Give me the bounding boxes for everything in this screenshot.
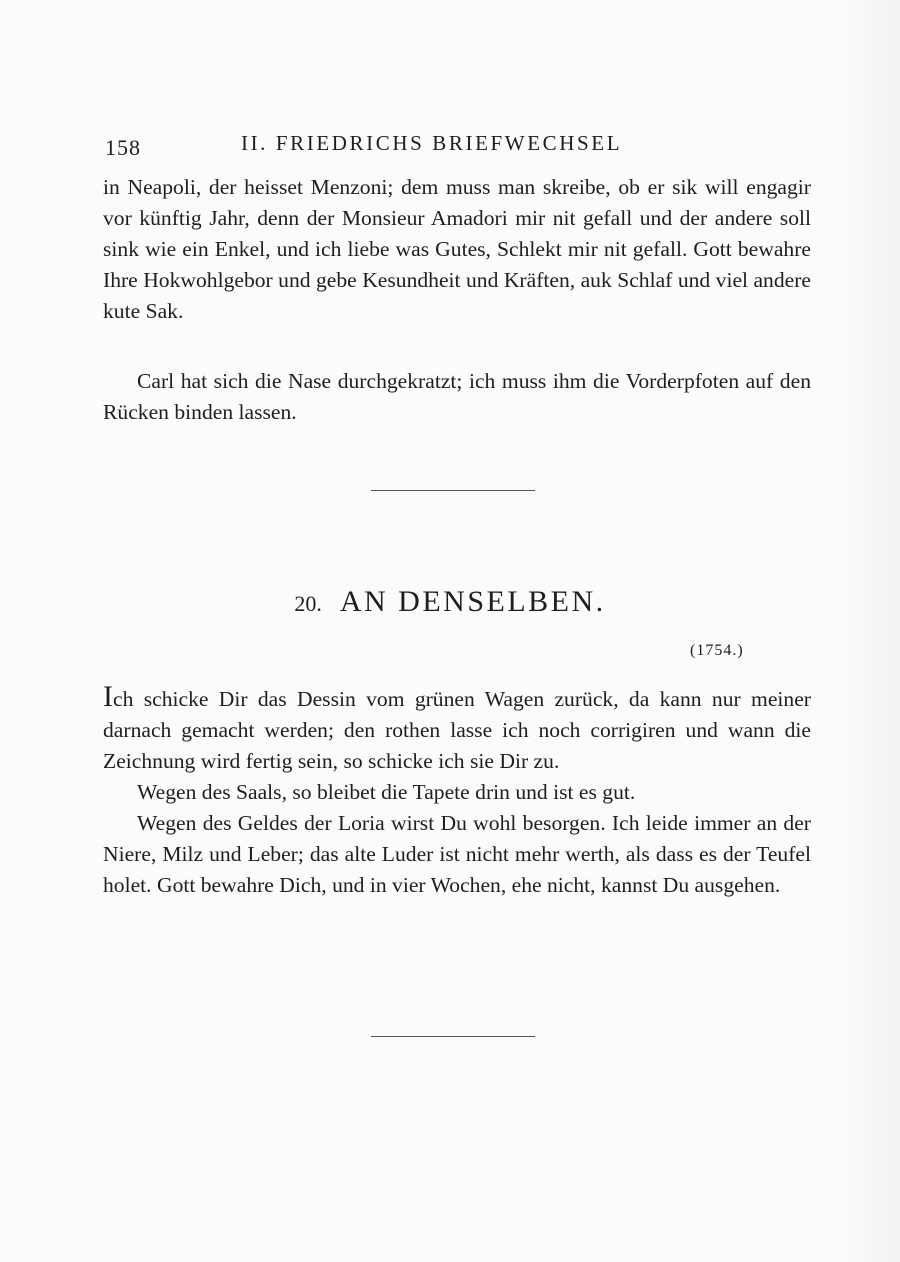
section-divider (371, 1036, 535, 1037)
letter-date: (1754.) (690, 642, 744, 659)
letter-heading (0, 585, 900, 619)
page-edge-shadow (840, 0, 900, 1262)
continued-letter-text (103, 172, 811, 327)
letter-number: 20. (294, 591, 322, 616)
drop-cap: I (103, 680, 113, 713)
page-header (105, 131, 695, 161)
letter-paragraph: Wegen des Saals, so bleibet die Tapete drin und ist es gut. (137, 780, 636, 804)
letter-body (103, 680, 811, 901)
letter-paragraph (103, 680, 811, 777)
letter-paragraph-text: ch schicke Dir das Dessin vom grünen Wagen zurück, da kann nur meiner darnach gemacht werden; den rothen lasse ich noch corrigiren und wann die Zeichnung wird fertig sein, so schicke ich sie Dir zu. (103, 687, 811, 773)
section-divider (371, 490, 535, 491)
continued-paragraph: in Neapoli, der heisset Menzoni; dem muss man skreibe, ob er sik will engagir vor künftig Jahr, denn der Monsieur Amadori mir nit gefall und der andere soll sink wie ein Enkel, und ich liebe was Gutes, Schlekt mir nit gefall. Gott bewahre Ihre Hokwohlgebor und gebe Kesundheit und Kräften, auk Schlaf und viel andere kute Sak. (103, 175, 811, 323)
page-number: 158 (105, 135, 141, 160)
letter-title: AN DENSELBEN. (339, 585, 606, 618)
postscript-paragraph: Carl hat sich die Nase durchgekratzt; ich muss ihm die Vorderpfoten auf den Rücken binden lassen. (103, 369, 811, 424)
running-head: II. FRIEDRICHS BRIEFWECHSEL (241, 131, 623, 155)
postscript-text (103, 366, 811, 428)
letter-paragraph: Wegen des Geldes der Loria wirst Du wohl besorgen. Ich leide immer an der Niere, Milz und Leber; das alte Luder ist nicht mehr werth, als dass es der Teufel holet. Gott bewahre Dich, und in vier Wochen, ehe nicht, kannst Du ausgehen. (103, 811, 811, 897)
